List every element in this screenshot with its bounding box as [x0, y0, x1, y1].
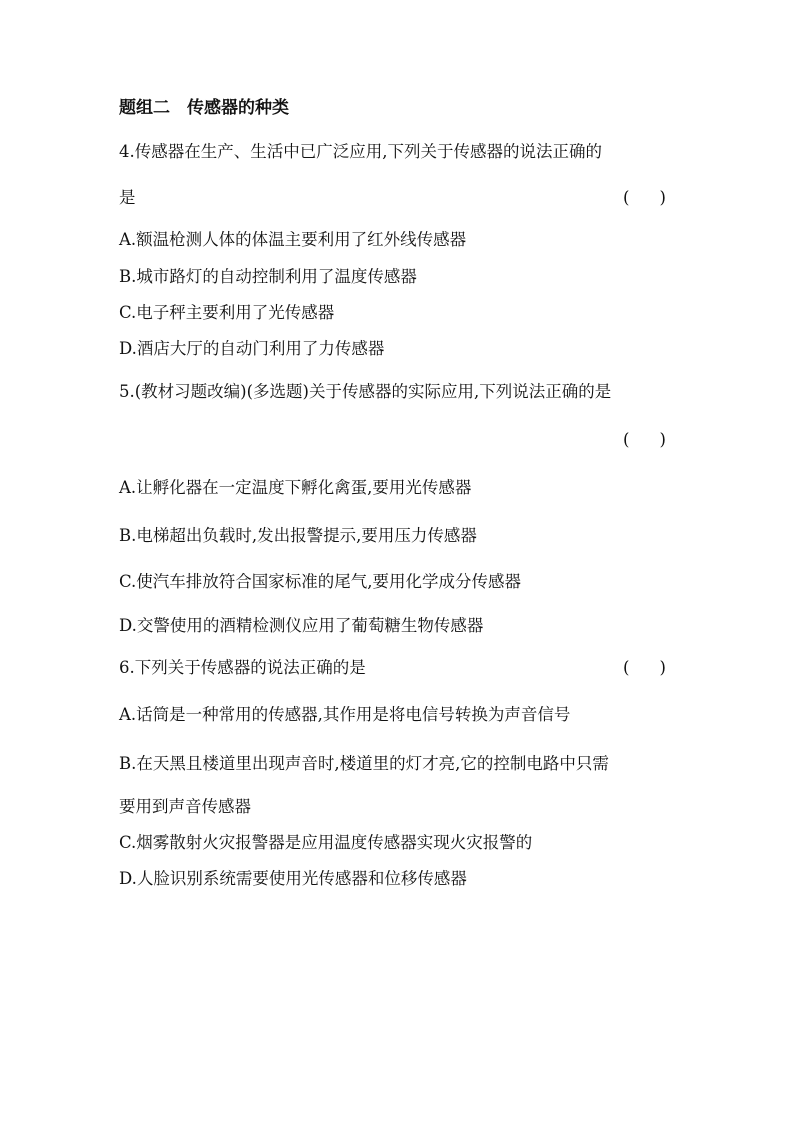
answer-open-paren: (: [623, 658, 630, 677]
answer-close-paren: ): [659, 188, 666, 207]
question-5-option-b: B.电梯超出负载时,发出报警提示,要用压力传感器: [119, 526, 477, 545]
question-6-stem-line-1: 6.下列关于传感器的说法正确的是: [119, 658, 366, 677]
question-4-option-b: B.城市路灯的自动控制利用了温度传感器: [119, 267, 417, 286]
question-4-option-d: D.酒店大厅的自动门利用了力传感器: [119, 339, 385, 358]
question-5-option-d: D.交警使用的酒精检测仪应用了葡萄糖生物传感器: [119, 616, 484, 635]
question-5-option-c: C.使汽车排放符合国家标准的尾气,要用化学成分传感器: [119, 572, 522, 591]
question-6-option-b-line-2: 要用到声音传感器: [119, 797, 251, 816]
answer-open-paren: (: [623, 430, 630, 449]
question-4-option-c: C.电子秤主要利用了光传感器: [119, 303, 335, 322]
question-4-stem-line-2: 是: [119, 188, 136, 207]
question-5-stem-line-1: 5.(教材习题改编)(多选题)关于传感器的实际应用,下列说法正确的是: [119, 382, 612, 401]
question-4-stem-line-1: 4.传感器在生产、生活中已广泛应用,下列关于传感器的说法正确的: [119, 142, 602, 161]
question-6-option-a: A.话筒是一种常用的传感器,其作用是将电信号转换为声音信号: [119, 705, 571, 724]
question-5-answer-blank: [623, 429, 666, 451]
section-title: 题组二 传感器的种类: [119, 98, 289, 118]
question-6-option-c: C.烟雾散射火灾报警器是应用温度传感器实现火灾报警的: [119, 833, 533, 852]
question-5-option-a: A.让孵化器在一定温度下孵化禽蛋,要用光传感器: [119, 478, 472, 497]
question-4-answer-blank: [623, 187, 666, 209]
answer-open-paren: (: [623, 188, 630, 207]
answer-close-paren: ): [659, 658, 666, 677]
question-6-option-d: D.人脸识别系统需要使用光传感器和位移传感器: [119, 869, 467, 888]
answer-close-paren: ): [659, 430, 666, 449]
question-6-option-b-line-1: B.在天黑且楼道里出现声音时,楼道里的灯才亮,它的控制电路中只需: [119, 754, 609, 773]
question-4-option-a: A.额温枪测人体的体温主要利用了红外线传感器: [119, 230, 467, 249]
question-6-answer-blank: [623, 657, 666, 679]
